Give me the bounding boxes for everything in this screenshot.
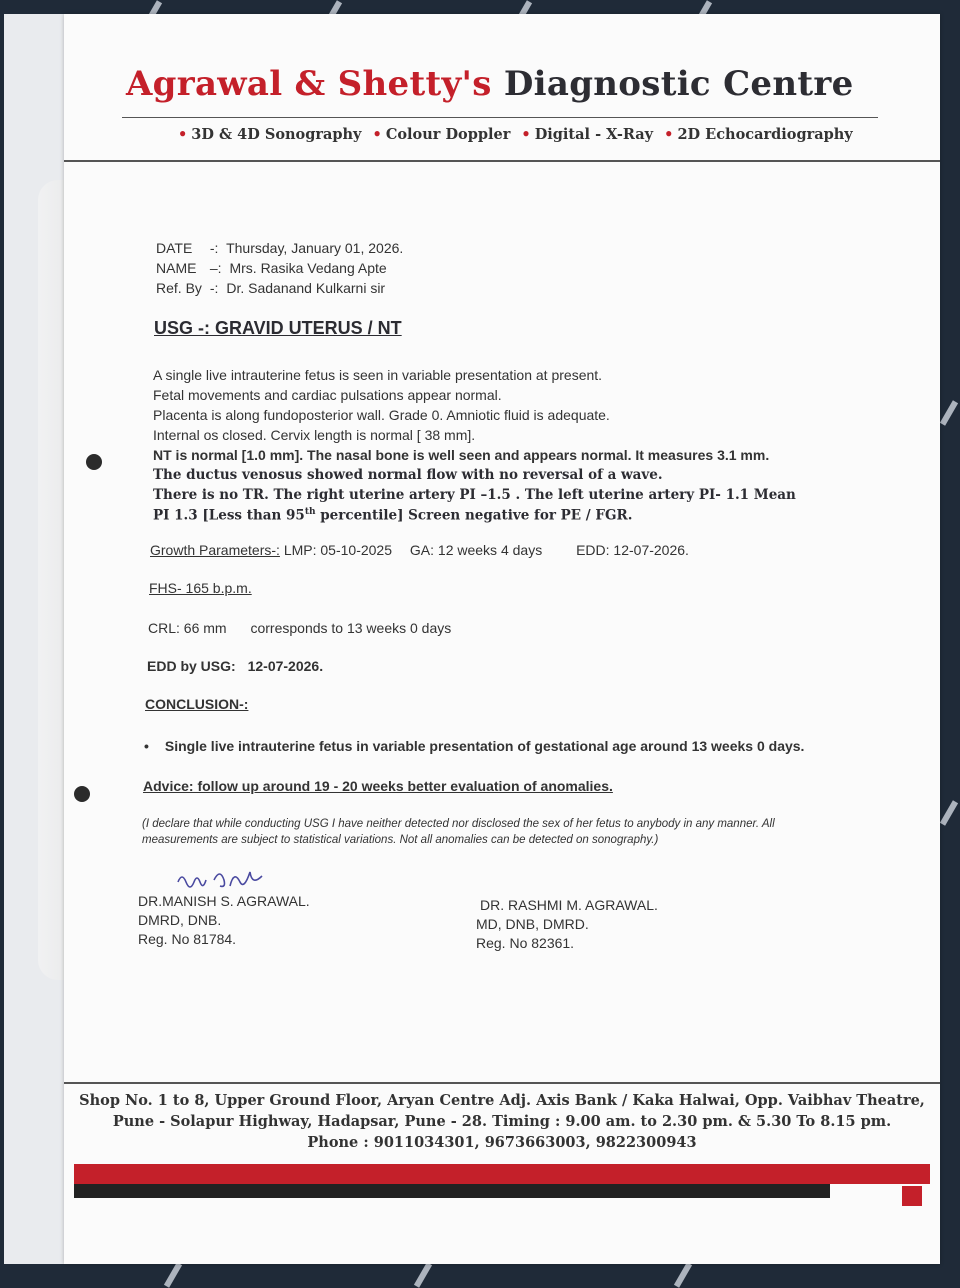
- edd-value: EDD: 12-07-2026.: [576, 542, 689, 558]
- referral-row: [156, 280, 385, 296]
- finding-line: Placenta is along fundoposterior wall. Grade 0. Amniotic fluid is adequate.: [153, 407, 610, 423]
- punch-hole: [86, 454, 102, 470]
- punch-hole: [74, 786, 90, 802]
- corner-square: [902, 1186, 922, 1206]
- header-divider: [122, 117, 878, 118]
- fabric-stripe: [674, 1262, 692, 1288]
- doctor-block-left: [138, 892, 310, 949]
- fabric-stripe: [164, 1262, 182, 1288]
- crl-value: CRL: 66 mm: [148, 620, 227, 636]
- letterhead-title: [126, 64, 906, 104]
- doctor-name: DR.MANISH S. AGRAWAL.: [138, 893, 310, 909]
- report-title: USG -: GRAVID UTERUS / NT: [154, 318, 402, 338]
- bullet-icon: •: [372, 126, 382, 143]
- service-item: 3D & 4D Sonography: [191, 126, 362, 143]
- conclusion-label: CONCLUSION-:: [145, 696, 249, 712]
- doctor-registration: Reg. No 82361.: [476, 935, 575, 951]
- service-item: Digital - X-Ray: [534, 126, 654, 143]
- service-item: 2D Echocardiography: [677, 126, 853, 143]
- service-item: Colour Doppler: [385, 126, 511, 143]
- doppler-finding: [153, 507, 632, 524]
- edd-usg-value: 12-07-2026.: [247, 658, 324, 674]
- date-value: Thursday, January 01, 2026.: [226, 240, 404, 256]
- address-line: Pune - Solapur Highway, Hadapsar, Pune - 28. Timing : 9.00 am. to 2.30 pm. & 5.30 To 8.15 pm.: [112, 1113, 892, 1130]
- brand-name-dark: Diagnostic Centre: [503, 64, 854, 104]
- date-label: DATE: [156, 240, 193, 256]
- footer-address: [64, 1090, 940, 1153]
- finding-line: A single live intrauterine fetus is seen in variable presentation at present.: [153, 367, 603, 383]
- bullet-icon: •: [664, 126, 674, 143]
- fabric-stripe: [940, 800, 958, 826]
- doctor-block-right: [476, 896, 658, 953]
- date-row: [156, 240, 403, 256]
- declaration-text: (I declare that while conducting USG I have neither detected nor disclosed the sex of her fetus to anybody in any manner. All measurements are subject to statistical variations. Not all anomalies can be detected on sonography.): [142, 818, 775, 846]
- date-separator: -:: [209, 240, 219, 256]
- name-separator: –:: [209, 260, 222, 276]
- bullet-icon: •: [144, 738, 149, 754]
- footer-red-band: [74, 1164, 930, 1184]
- doctor-qualifications: MD, DNB, DMRD.: [476, 916, 589, 932]
- referral-separator: -:: [209, 280, 219, 296]
- doctor-registration: Reg. No 81784.: [138, 931, 237, 947]
- address-line: Shop No. 1 to 8, Upper Ground Floor, Aryan Centre Adj. Axis Bank / Kaka Halwai, Opp. Vaibhav Theatre,: [79, 1092, 925, 1109]
- crl-row: [148, 620, 451, 636]
- doppler-finding: There is no TR. The right uterine artery PI –1.5 . The left uterine artery PI- 1.1 Mean: [153, 487, 796, 503]
- phone-line: Phone : 9011034301, 9673663003, 9822300943: [307, 1134, 697, 1151]
- growth-row: [150, 542, 689, 558]
- nt-finding: NT is normal [1.0 mm]. The nasal bone is well seen and appears normal. It measures 3.1 mm.: [153, 447, 770, 463]
- pi-text: PI 1.3 [Less than 95: [153, 507, 305, 524]
- ga-value: GA: 12 weeks 4 days: [409, 542, 543, 558]
- fabric-stripe: [940, 400, 958, 426]
- letterhead-bottom-rule: [64, 160, 940, 162]
- conclusion-item: [144, 738, 804, 754]
- crl-correspondence: corresponds to 13 weeks 0 days: [250, 620, 452, 636]
- growth-label: Growth Parameters-:: [150, 542, 280, 558]
- fhs-value: FHS- 165 b.p.m.: [149, 580, 252, 596]
- conclusion-text: Single live intrauterine fetus in variable presentation of gestational age around 13 weeks 0 days.: [164, 738, 805, 754]
- bullet-icon: •: [521, 126, 531, 143]
- footer-dark-band: [74, 1184, 830, 1198]
- name-row: [156, 260, 387, 276]
- doctor-qualifications: DMRD, DNB.: [138, 912, 222, 928]
- referral-label: Ref. By: [156, 280, 202, 296]
- bullet-icon: •: [178, 126, 188, 143]
- brand-name-red: Agrawal & Shetty's: [126, 64, 492, 104]
- edd-usg-row: [147, 658, 323, 674]
- doctor-name: DR. RASHMI M. AGRAWAL.: [480, 897, 658, 913]
- patient-name: Mrs. Rasika Vedang Apte: [229, 260, 387, 276]
- advice-text: Advice: follow up around 19 - 20 weeks better evaluation of anomalies.: [143, 778, 613, 794]
- doppler-finding: The ductus venosus showed normal flow with no reversal of a wave.: [153, 467, 663, 483]
- referral-value: Dr. Sadanand Kulkarni sir: [226, 280, 386, 296]
- edd-usg-label: EDD by USG:: [147, 658, 236, 674]
- name-label: NAME: [156, 260, 197, 276]
- finding-line: Fetal movements and cardiac pulsations appear normal.: [153, 387, 502, 403]
- superscript-th: th: [304, 507, 316, 517]
- lmp-value: LMP: 05-10-2025: [283, 542, 393, 558]
- footer-divider: [64, 1082, 940, 1084]
- report-page: [64, 14, 940, 1264]
- pi-text-end: percentile] Screen negative for PE / FGR.: [315, 507, 633, 524]
- finding-line: Internal os closed. Cervix length is normal [ 38 mm].: [153, 427, 476, 443]
- services-list: [172, 126, 872, 143]
- fabric-stripe: [414, 1262, 432, 1288]
